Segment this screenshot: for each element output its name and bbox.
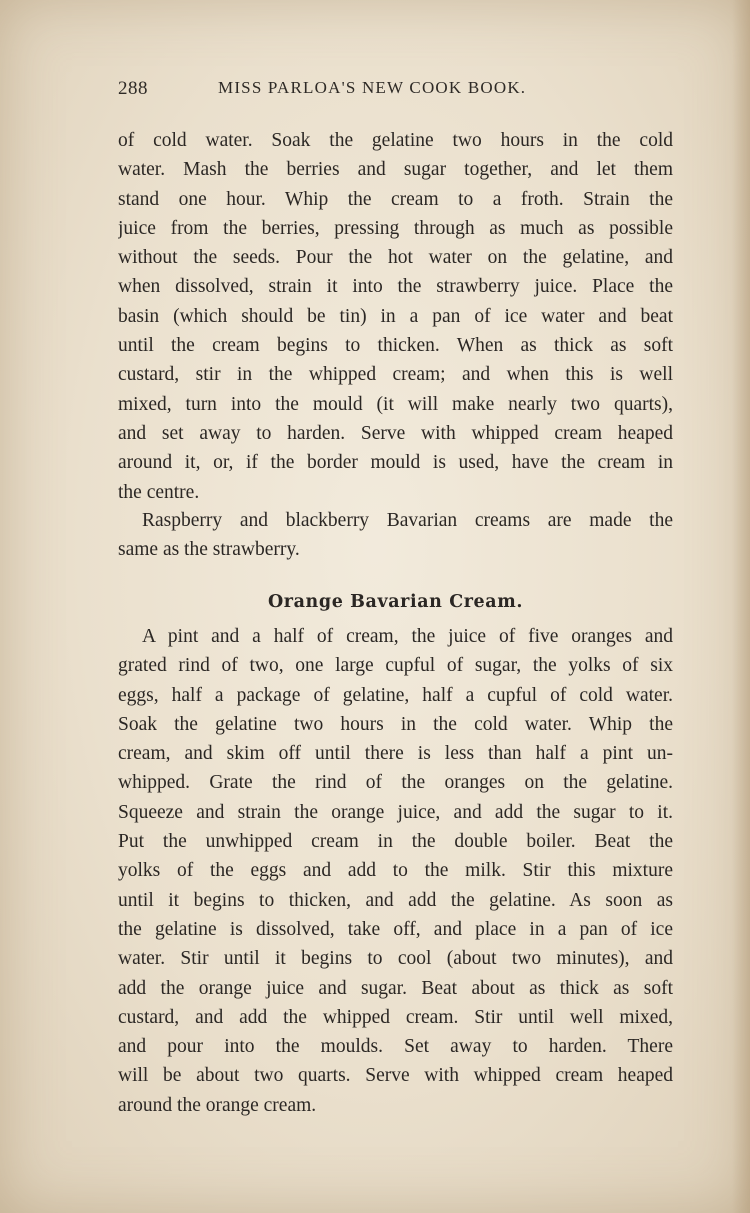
page-header <box>118 78 678 102</box>
text-line: custard, stir in the whipped cream; and when this is well <box>118 364 673 386</box>
page-edge-shadow <box>732 0 750 1213</box>
text-line: same as the strawberry. <box>118 539 300 561</box>
text-line: A pint and a half of cream, the juice of five oranges and <box>142 626 673 647</box>
text-line: without the seeds. Pour the hot water on the gelatine, and <box>118 247 673 269</box>
orange-bavarian-cream-paragraph <box>118 622 673 1120</box>
text-line: Raspberry and blackberry Bavarian creams are made the <box>142 510 673 531</box>
section-title-orange-bavarian-cream: Orange Bavarian Cream. <box>267 592 524 612</box>
text-line: of cold water. Soak the gelatine two hours in the cold <box>118 130 673 151</box>
raspberry-note-paragraph <box>118 506 673 565</box>
strawberry-continuation-paragraph <box>118 126 673 507</box>
text-line: custard, and add the whipped cream. Stir until well mixed, <box>118 1006 673 1028</box>
text-line: until it begins to thicken, and add the gelatine. As soon as <box>118 889 673 911</box>
text-line: water. Mash the berries and sugar together, and let them <box>118 159 673 181</box>
text-line: until the cream begins to thicken. When as thick as soft <box>118 335 673 357</box>
text-line: eggs, half a package of gelatine, half a cupful of cold water. <box>118 684 673 706</box>
text-line: around it, or, if the border mould is used, have the cream in <box>118 452 673 474</box>
text-line: will be about two quarts. Serve with whipped cream heaped <box>118 1065 673 1087</box>
page-number: 288 <box>118 78 148 99</box>
text-line: and set away to harden. Serve with whipped cream heaped <box>118 422 673 444</box>
text-line: Squeeze and strain the orange juice, and add the sugar to it. <box>118 801 673 823</box>
text-line: whipped. Grate the rind of the oranges on the gelatine. <box>118 772 673 794</box>
text-line: juice from the berries, pressing through as much as possible <box>118 217 673 239</box>
text-line: grated rind of two, one large cupful of sugar, the yolks of six <box>118 655 673 677</box>
text-line: cream, and skim off until there is less than half a pint un- <box>118 743 673 765</box>
text-line: when dissolved, strain it into the strawberry juice. Place the <box>118 276 673 298</box>
text-line: water. Stir until it begins to cool (about two minutes), and <box>118 948 673 970</box>
text-line: the centre. <box>118 481 200 503</box>
text-line: add the orange juice and sugar. Beat about as thick as soft <box>118 977 673 999</box>
text-line: and pour into the moulds. Set away to harden. There <box>118 1036 673 1058</box>
text-line: stand one hour. Whip the cream to a froth. Strain the <box>118 188 673 210</box>
text-line: around the orange cream. <box>118 1094 317 1116</box>
text-line: mixed, turn into the mould (it will make nearly two quarts), <box>118 393 673 415</box>
text-line: the gelatine is dissolved, take off, and place in a pan of ice <box>118 918 673 940</box>
text-line: Soak the gelatine two hours in the cold water. Whip the <box>118 713 673 735</box>
running-head: MISS PARLOA'S NEW COOK BOOK. <box>218 78 527 97</box>
text-line: Put the unwhipped cream in the double boiler. Beat the <box>118 831 673 853</box>
text-line: basin (which should be tin) in a pan of ice water and beat <box>118 305 673 327</box>
text-line: yolks of the eggs and add to the milk. Stir this mixture <box>118 860 673 882</box>
